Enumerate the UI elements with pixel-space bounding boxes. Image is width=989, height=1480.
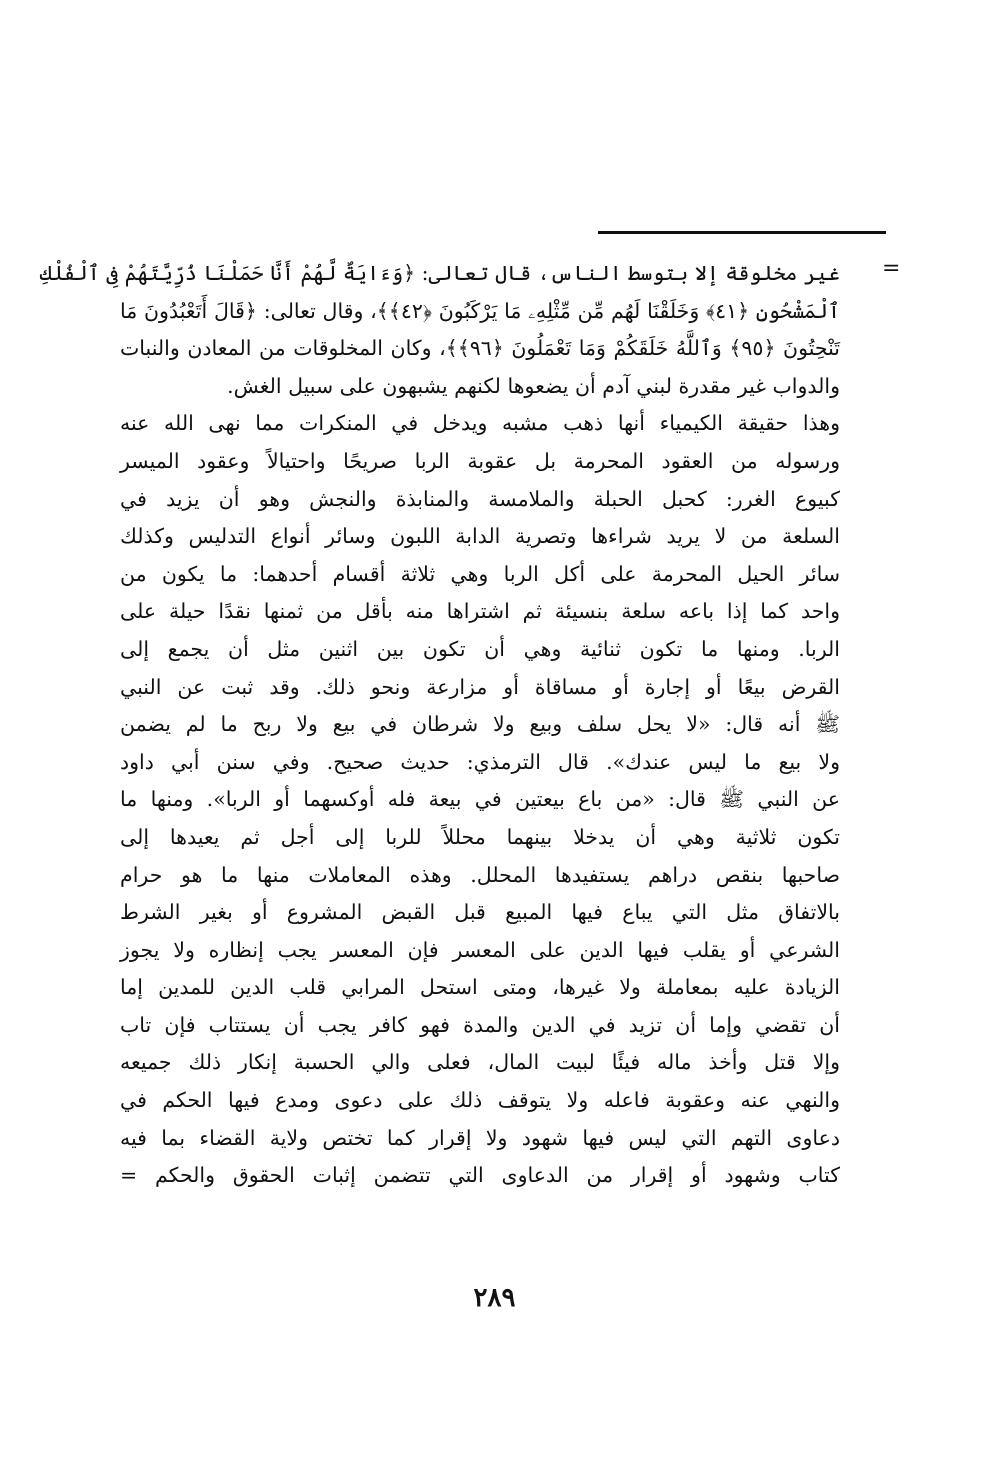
text-line: ﷺ أنه قال: «لا يحل سلف وبيع ولا شرطان في بيع ولا ربح ما لم يضمن [120,712,840,737]
continuation-mark: = [882,256,901,281]
page-number: ٢٨٩ [473,1283,516,1313]
text-line: صاحبها بنقص دراهم يستفيدها المحلل. وهذه المعاملات منها ما هو حرام [120,862,840,887]
text-line: الزيادة عليه بمعاملة ولا غيرها، ومتى استحل المرابي قلب الدين للمدين إما [120,975,840,1000]
text-line: والنهي عنه وعقوبة فاعله ولا يتوقف ذلك على دعوى ومدع فيها الحكم في [120,1088,840,1113]
text-line: عن النبي ﷺ قال: «من باع بيعتين في بيعة فله أوكسهما أو الربا». ومنها ما [120,787,840,812]
text-line: أن تقضي وإما أن تزيد في الدين والمدة فهو كافر يجب أن يستتاب فإن تاب [120,1012,840,1037]
text-line: والدواب غير مقدرة لبني آدم أن يضعوها لكنهم يشبهون على سبيل الغش. [227,373,840,398]
text-line: السلعة من لا يريد شراءها وتصرية الدابة اللبون وسائر أنواع التدليس وكذلك [120,524,840,549]
text-line: الشرعي أو يقلب فيها الدين على المعسر فإن المعسر يجب إنظاره ولا يجوز [120,937,840,962]
text-line: وإلا قتل وأخذ ماله فيئًا لبيت المال، فعلى والي الحسبة إنكار ذلك جميعه [120,1050,840,1075]
text-line: ولا بيع ما ليس عندك». قال الترمذي: حديث صحيح. وفي سنن أبي داود [120,749,840,774]
text-line: الربا. ومنها ما تكون ثنائية وهي أن تكون بين اثنين مثل أن يجمع إلى [120,636,840,661]
text-line: ٱلْمَشْحُونِ ﴿٤١﴾ وَخَلَقْنَا لَهُم مِّن مِّثْلِهِۦ مَا يَرْكَبُونَ ﴿٤٢﴾﴾، وقال تعالى: ﴿قَالَ أَتَعْبُدُونَ مَا [120,298,840,323]
text-line: دعاوى التهم التي ليس فيها شهود ولا إقرار كما تختص ولاية القضاء بما فيه [120,1125,840,1150]
text-line: تَنْحِتُونَ ﴿٩٥﴾ وَٱللَّهُ خَلَقَكُمْ وَمَا تَعْمَلُونَ ﴿٩٦﴾﴾، وكان المخلوقات من المعادن والنبات [120,336,841,361]
text-line: كبيوع الغرر: كحبل الحبلة والملامسة والمنابذة والنجش وهو أن يزيد في [120,486,840,511]
text-line: وهذا حقيقة الكيمياء أنها ذهب مشبه ويدخل في المنكرات مما نهى الله عنه [120,411,840,436]
text-line: واحد كما إذا باعه سلعة بنسيئة ثم اشتراها منه بأقل من ثمنها نقدًا حيلة على [120,599,840,624]
text-line: القرض بيعًا أو إجارة أو مساقاة أو مزارعة ونحو ذلك. وقد ثبت عن النبي [120,674,840,699]
text-line: كتاب وشهود أو إقرار من الدعاوى التي تتضمن إثبات الحقوق والحكم = [120,1163,840,1188]
footnote-separator-rule [598,231,886,234]
text-line: ورسوله من العقود المحرمة بل عقوبة الربا صريحًا واحتيالاً وعقود الميسر [120,448,840,473]
text-line: تكون ثلاثية وهي أن يدخلا بينهما محللاً للربا إلى أجل ثم يعيدها إلى [120,824,840,849]
text-line: سائر الحيل المحرمة على أكل الربا وهي ثلاثة أقسام أحدهما: ما يكون من [120,561,840,586]
text-line: بالاتفاق مثل التي يباع فيها المبيع قبل القبض المشروع أو بغير الشرط [120,900,840,925]
text-line: غير مخلوقة إلا بتوسط الناس، قال تعالى: ﴿وَءَايَةٌ لَّهُمْ أَنَّا حَمَلْنَا ذُرِّيَّتَهُمْ فِى ٱلْفُلْكِ [39,261,840,285]
footnote-text-block [39,255,841,1195]
